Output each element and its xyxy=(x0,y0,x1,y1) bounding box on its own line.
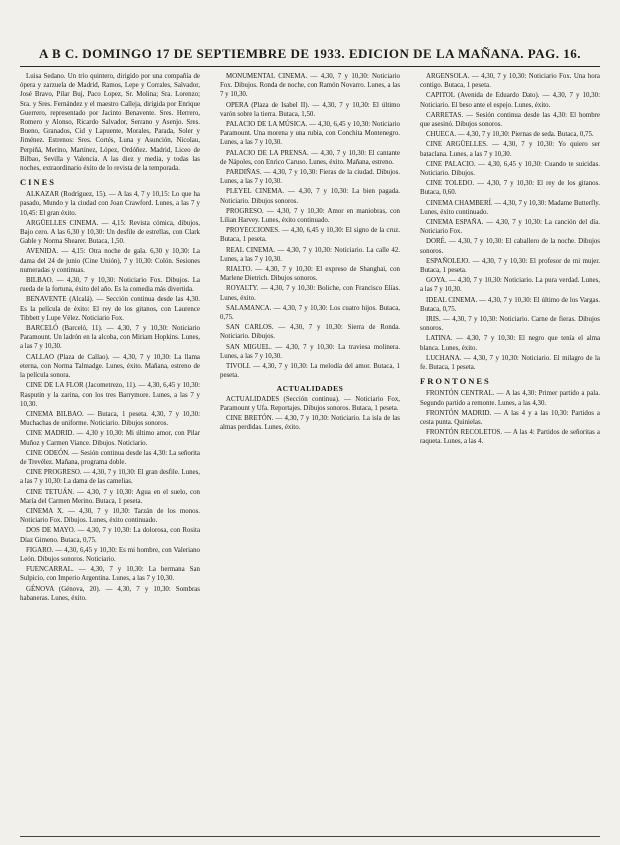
listing-entry: CARRETAS. — Sesión continua desde las 4,30: El hombre que asesinó. Dibujos sonoros. xyxy=(420,111,600,129)
listing-entry: PARDIÑAS. — 4,30, 7 y 10,30: Fieras de la ciudad. Dibujos. Lunes, a las 7 y 10,30. xyxy=(220,169,400,186)
listing-entry: CINE PROGRESO. — 4,30, 7 y 10,30: El gran desfile. Lunes, a las 7 y 10,30: La dama de las camelias. xyxy=(20,469,200,486)
listing-entry: ARGENSOLA. — 4,30, 7 y 10,30: Noticiario Fox. Una hora contigo. Butaca, 1 peseta. xyxy=(420,73,600,90)
listing-entry: MONUMENTAL CINEMA. — 4,30, 7 y 10,30: Noticiario Fox. Dibujos. Ronda de noche, con Ramón Novarro. Lunes, a las 7 y 10,30. xyxy=(220,73,400,99)
listing-entry: CINE TOLEDO. — 4,30, 7 y 10,30: El rey de los gitanos. Butaca, 0,60. xyxy=(420,180,600,197)
listing-entry: CINEMA BILBAO. — Butaca, 1 peseta. 4,30, 7 y 10,30: Muchachas de uniforme. Noticiario. Dibujos sonoros. xyxy=(20,410,200,428)
listing-entry: REAL CINEMA. — 4,30, 7 y 10,30: Noticiario. La calle 42. Lunes, a las 7 y 10,30. xyxy=(220,246,400,263)
listing-entry: SALAMANCA. — 4,30, 7 y 10,30: Los cuatro hijos. Butaca, 0,75. xyxy=(220,304,400,322)
footer-rule xyxy=(20,836,600,837)
listing-entry: CINE PALACIO. — 4,30, 6,45 y 10,30: Cuando te suicidas. Noticiario. Dibujos. xyxy=(420,160,600,178)
intro-paragraph: Luisa Sedano. Un trío quintero, dirigido por una compañía de ópera y zarzuela de Madrid, Ramos, Lepe y Corrales, Salvador, José Bravo, Pilar Buj, Paco Lopez, Sr. Molina; Sra. Lorenzo; Sra. y Sres. Fernández y el maestro Calleja, dirigida por Enrique Guerrero, representado por Jacinto Benavente. Sres. Herrero, Romero y Alonso, Ricardo Salvador, Serrano y Asenjo. Sres. Bueno, Granados, Cid y Lapuente, Morales, Parada, Soler y Jiménez. Estrenos: Sres. Cortés, Luna y Asunción, Nicolau, Perpiñá, Merino, Martínez, López, Ordóñez. Madrid, Liceo de Bilbao, Sevilla y Valencia. A las diez y media, y todas las noches, extraordinario éxito de lo revista de la temporada. xyxy=(20,73,200,173)
listing-entry: IDEAL CINEMA. — 4,30, 7 y 10,30: El último de los Vargas. Butaca, 0,75. xyxy=(420,296,600,313)
listing-entry: ESPAÑOLEJO. — 4,30, 7 y 10,30: El profesor de mi mujer. Butaca, 1 peseta. xyxy=(420,257,600,275)
listing-entry: IRIS. — 4,30, 7 y 10,30: Noticiario. Carne de fieras. Dibujos sonoros. xyxy=(420,316,600,333)
listing-entry: PALACIO DE LA MÚSICA. — 4,30, 6,45 y 10,30: Noticiario Paramount. Una morena y una rubia, con Conchita Montenegro. Lunes, a las 7 y 10,30. xyxy=(220,121,400,147)
listing-entry: CINEMA CHAMBERÍ. — 4,30, 7 y 10,30: Madame Butterfly. Lunes, éxito continuado. xyxy=(420,199,600,216)
listing-entry: PROYECCIONES. — 4,30, 6,45 y 10,30: El signo de la cruz. Butaca, 1 peseta. xyxy=(220,227,400,244)
listing-entry: FRONTÓN CENTRAL. — A las 4,30: Primer partido a pala. Segundo partido a remonte. Lunes, a las 4,30. xyxy=(420,390,600,407)
column-2 xyxy=(220,72,400,832)
listing-entry: LATINA. — 4,30, 7 y 10,30: El negro que tenía el alma blanca. Lunes, éxito. xyxy=(420,335,600,352)
listing-entry: TIVOLI. — 4,30, 7 y 10,30: La melodía del amor. Butaca, 1 peseta. xyxy=(220,363,400,380)
listing-entry: PROGRESO. — 4,30, 7 y 10,30: Amor en maniobras, con Lilian Harvey. Lunes, éxito continuado. xyxy=(220,207,400,225)
header-rule xyxy=(20,66,600,67)
listing-group xyxy=(420,389,600,446)
listing-entry: BILBAO. — 4,30, 7 y 10,30: Noticiario Fox. Dibujos. La rueda de la fortuna, éxito del año. Es la comedia más divertida. xyxy=(20,277,200,294)
listing-entry: OPERA (Plaza de Isabel II). — 4,30, 7 y 10,30: El último varón sobre la tierra. Butaca, 1,50. xyxy=(220,101,400,118)
listing-entry: RIALTO. — 4,30, 7 y 10,30: El expreso de Shanghai, con Marlene Dietrich. Dibujos sonoros. xyxy=(220,266,400,283)
listing-group xyxy=(220,72,400,381)
listing-group xyxy=(20,190,200,603)
listing-entry: PLEYEL CINEMA. — 4,30, 7 y 10,30: La bien pagada. Noticiario. Dibujos sonoros. xyxy=(220,188,400,205)
listing-entry: BARCELÓ (Barceló, 11). — 4,30, 7 y 10,30: Noticiario Paramount. Un ladrón en la alcoba, con Miriam Hopkins. Lunes, a las 7 y 10,30. xyxy=(20,325,200,351)
listing-entry: DORÉ. — 4,30, 7 y 10,30: El caballero de la noche. Dibujos sonoros. xyxy=(420,238,600,255)
listing-entry: LUCHANA. — 4,30, 7 y 10,30: Noticiario. El milagro de la fe. Butaca, 1 peseta. xyxy=(420,354,600,372)
listing-entry: CINE MADRID. — 4,30 y 10,30: Mi último amor, con Pilar Muñoz y Carmen Viance. Dibujos. Noticiario. xyxy=(20,430,200,447)
listing-entry: CINE ARGÜELLES. — 4,30, 7 y 10,30: Yo quiero ser bataclana. Lunes, a las 7 y 10,30. xyxy=(420,141,600,158)
listing-entry: CINE ODEÓN. — Sesión continua desde las 4,30: La señorita de Trevélez. Mañana, programa doble. xyxy=(20,449,200,466)
column-1 xyxy=(20,72,200,832)
listing-entry: CHUECA. — 4,30, 7 y 10,30: Piernas de seda. Butaca, 0,75. xyxy=(426,131,594,139)
listing-entry: PALACIO DE LA PRENSA. — 4,30, 7 y 10,30: El cantante de Nápoles, con Enrico Caruso. Lunes, éxito. Mañana, estreno. xyxy=(220,149,400,166)
listing-entry: GOYA. — 4,30, 7 y 10,30: Noticiario. La pura verdad. Lunes, a las 7 y 10,30. xyxy=(420,277,600,294)
section-heading-cines: CINES xyxy=(20,177,56,188)
listing-entry: ARGÜELLES CINEMA. — 4,15: Revista cómica, dibujos, Bajo cero. A las 6,30 y 10,30: Un desfile de estrellas, con Clark Gable y Norma Shearer. Butaca, 1,50. xyxy=(20,219,200,246)
listing-entry: SAN MIGUEL. — 4,30, 7 y 10,30: La traviesa molinera. Lunes, a las 7 y 10,30. xyxy=(220,343,400,360)
listing-entry: ALKAZAR (Rodríguez, 15). — A las 4, 7 y 10,15: Lo que ha pasado, Mundo y la ciudad con Joan Crawford. Lunes, a las 7 y 10,45: El gran éxito. xyxy=(20,191,200,217)
listing-entry: BENAVENTE (Alcalá). — Sección continua desde las 4,30. Es la película de éxito: El rey de los gitanos, con Laurence Tibbett y Lupe Vélez. Noticiario Fox. xyxy=(20,296,200,322)
listing-entry: FIGARO. — 4,30, 6,45 y 10,30: Es mi hombre, con Valeriano León. Dibujos sonoros. Noticiario. xyxy=(20,546,200,563)
listing-entry: SAN CARLOS. — 4,30, 7 y 10,30: Sierra de Ronda. Noticiario. Dibujos. xyxy=(220,324,400,341)
section-heading-frontones: FRONTONES xyxy=(420,376,491,387)
listing-entry: AVENIDA. — 4,15: Otra noche de gala. 6,30 y 10,30: La dama del 24 de junio (Cine Unión), 7 y 10,30: Colón. Sesiones numeradas y continuas. xyxy=(20,248,200,274)
listing-entry: CINE TETUÁN. — 4,30, 7 y 10,30: Agua en el suelo, con María del Carmen Merino. Butaca, 1 peseta. xyxy=(20,488,200,505)
listing-entry: FRONTÓN RECOLETOS. — A las 4: Partidos de señoritas a raqueta. Lunes, a las 4. xyxy=(420,429,600,446)
listing-entry: FUENCARRAL. — 4,30, 7 y 10,30: La hermana San Sulpicio, con Imperio Argentina. Lunes, a las 7 y 10,30. xyxy=(20,566,200,583)
listing-group xyxy=(420,72,600,372)
listing-entry: FRONTÓN MADRID. — A las 4 y a las 10,30: Partidos a cesta punta. Quinielas. xyxy=(420,409,600,426)
column-3 xyxy=(420,72,600,832)
listing-group xyxy=(220,395,400,433)
listing-entry: CINEMA ESPAÑA. — 4,30, 7 y 10,30: La canción del día. Noticiario Fox. xyxy=(420,219,600,236)
listing-entry: CINEMA X. — 4,30, 7 y 10,30: Tarzán de los monos. Noticiario Fox. Dibujos. Lunes, éxito continuado. xyxy=(20,507,200,525)
listing-entry: GÉNOVA (Génova, 20). — 4,30, 7 y 10,30: Sombras habaneras. Lunes, éxito. xyxy=(20,585,200,602)
listing-entry: CALLAO (Plaza de Callao). — 4,30, 7 y 10,30: La llama eterna, con Norma Talmadge. Lunes, éxito. Mañana, estreno de la película sonora. xyxy=(20,353,200,380)
listing-entry: ACTUALIDADES (Sección continua). — Noticiario Fox, Paramount y Ufa. Reportajes. Dibujos sonoros. Butaca, 1 peseta. xyxy=(220,395,400,412)
listing-entry: CINE BRETÓN. — 4,30, 7 y 10,30: Noticiario. La isla de las almas perdidas. Lunes, éxito. xyxy=(220,414,400,432)
listing-entry: CINE DE LA FLOR (Jacometrezo, 11). — 4,30, 6,45 y 10,30: Rasputín y la zarina, con los tres Barrymore. Lunes, a las 7 y 10,30. xyxy=(20,382,200,408)
page-header: A B C. DOMINGO 17 DE SEPTIEMBRE DE 1933. EDICION DE LA MAÑANA. PAG. 16. xyxy=(39,46,581,61)
listing-entry: DOS DE MAYO. — 4,30, 7 y 10,30: La dolorosa, con Rosita Díaz Gimeno. Butaca, 0,75. xyxy=(20,527,200,544)
listing-entry: CAPITOL (Avenida de Eduardo Dato). — 4,30, 7 y 10,30: Noticiario. El beso ante el espejo. Lunes, éxito. xyxy=(420,92,600,109)
section-heading-actualidades: ACTUALIDADES xyxy=(276,383,344,393)
listing-entry: ROYALTY. — 4,30, 7 y 10,30: Boliche, con Francisco Elías. Lunes, éxito. xyxy=(220,285,400,302)
